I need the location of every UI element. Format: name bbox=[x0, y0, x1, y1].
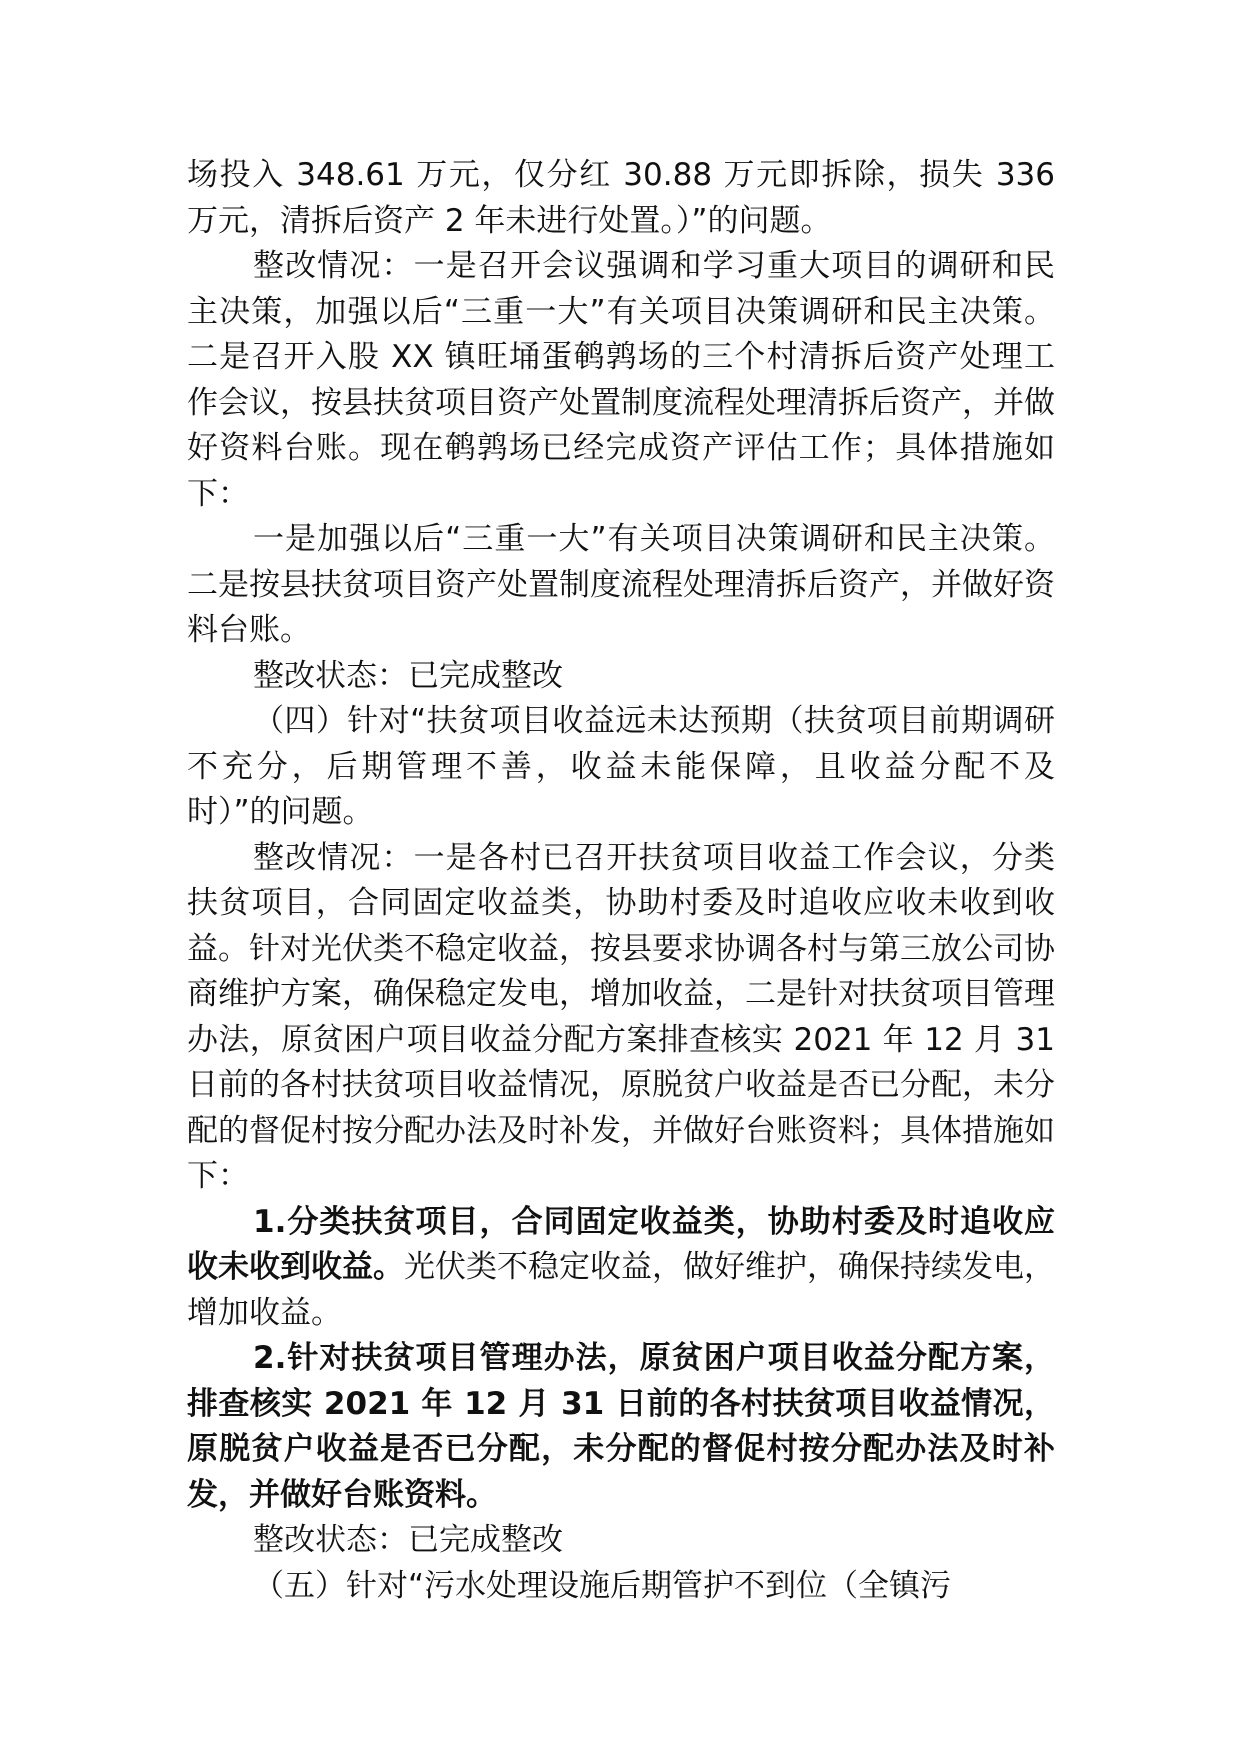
text-segment: （四）针对“扶贫项目收益远未达预期（扶贫项目前期调研不充分，后期管理不善，收益未能保障，且收益分配不及时）”的问题。 bbox=[187, 703, 1055, 830]
paragraph-rectification-state bbox=[187, 1518, 1055, 1564]
paragraph-measure-one bbox=[187, 1200, 1055, 1337]
paragraph-issue-five bbox=[187, 1564, 1055, 1610]
paragraph-measures bbox=[187, 517, 1055, 654]
document-body bbox=[187, 153, 1055, 1609]
text-segment: 整改情况：一是各村已召开扶贫项目收益工作会议，分类扶贫项目，合同固定收益类，协助村委及时追收应收未收到收益。针对光伏类不稳定收益，按县要求协调各村与第三放公司协商维护方案，确保稳定发电，增加收益，二是针对扶贫项目管理办法，原贫困户项目收益分配方案排查核实 2021 年 12 月 31 日前的各村扶贫项目收益情况，原脱贫户收益是否已分配，未分配的督促村按分配办法及时补发，并做好台账资料；具体措施如下： bbox=[187, 839, 1055, 1194]
paragraph-continuation bbox=[187, 153, 1055, 244]
text-segment: 场投入 348.61 万元，仅分红 30.88 万元即拆除，损失 336 万元，清拆后资产 2 年未进行处置。）”的问题。 bbox=[187, 157, 1055, 239]
paragraph-rectification-state bbox=[187, 654, 1055, 700]
bold-text-segment: 2.针对扶贫项目管理办法，原贫困户项目收益分配方案，排查核实 2021 年 12 月 31 日前的各村扶贫项目收益情况，原脱贫户收益是否已分配，未分配的督促村按分配办法及时补发，并做好台账资料。 bbox=[187, 1340, 1055, 1513]
text-segment: 整改状态：已完成整改 bbox=[253, 1522, 563, 1558]
paragraph-rectification-status-detail bbox=[187, 836, 1055, 1200]
bold-text-segment: 1.分类扶贫项目，合同固定收益类，协助村委及时追收应收未收到收益。 bbox=[187, 1203, 1055, 1285]
text-segment: 光伏类不稳定收益，做好维护，确保持续发电，增加收益。 bbox=[187, 1249, 1055, 1331]
text-segment: 整改状态：已完成整改 bbox=[253, 657, 563, 694]
paragraph-issue-four bbox=[187, 699, 1055, 836]
paragraph-measure-two bbox=[187, 1336, 1055, 1518]
paragraph-rectification-status-detail bbox=[187, 244, 1055, 517]
text-segment: 一是加强以后“三重一大”有关项目决策调研和民主决策。二是按县扶贫项目资产处置制度流程处理清拆后资产，并做好资料台账。 bbox=[187, 521, 1055, 648]
text-segment: 整改情况：一是召开会议强调和学习重大项目的调研和民主决策，加强以后“三重一大”有关项目决策调研和民主决策。二是召开入股 XX 镇旺埇蛋鹌鹑场的三个村清拆后资产处理工作会议，按县扶贫项目资产处置制度流程处理清拆后资产，并做好资料台账。现在鹌鹑场已经完成资产评估工作；具体措施如下： bbox=[187, 248, 1055, 512]
text-segment: （五）针对“污水处理设施后期管护不到位（全镇污 bbox=[253, 1567, 952, 1604]
